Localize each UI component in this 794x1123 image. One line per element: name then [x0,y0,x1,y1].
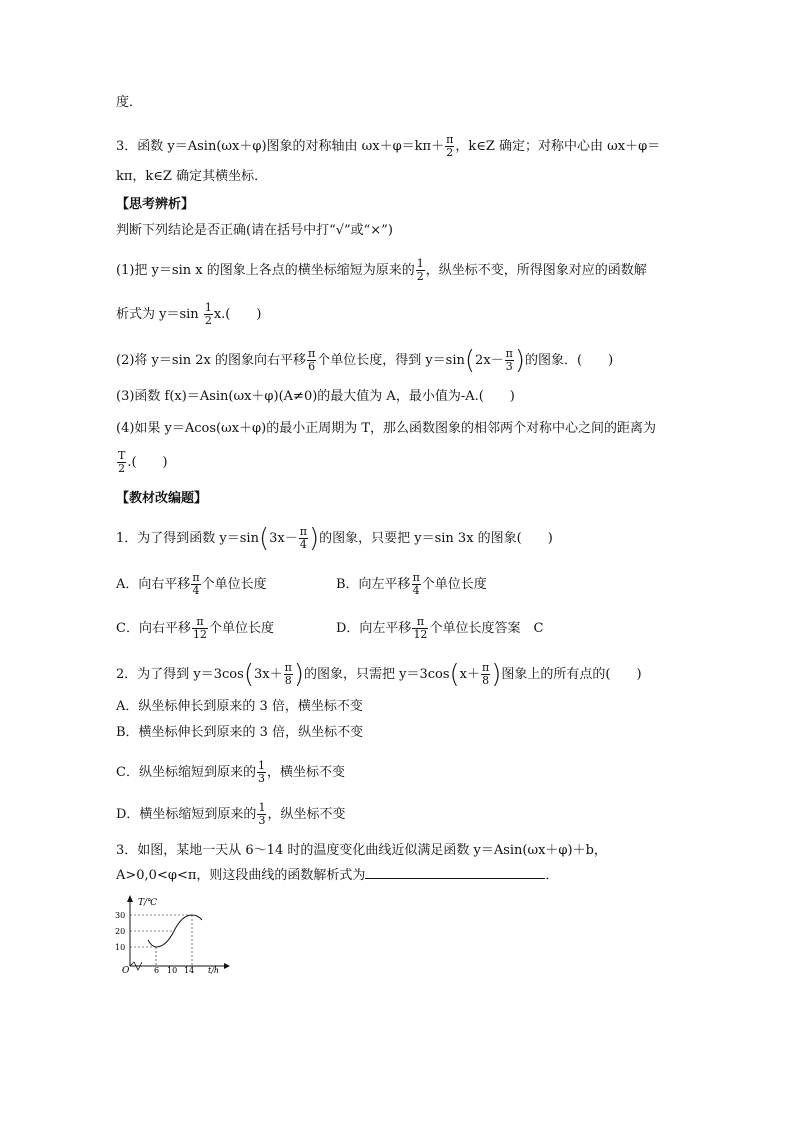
question-1: (1)把 y＝sin x 的图象上各点的横坐标缩短为原来的 $\frac{1}{2}$ ，纵坐标不变，所得图象对应的函数解 [116,257,647,283]
exercise-3: 3．如图，某地一天从 6～14 时的温度变化曲线近似满足函数 y＝Asin(ωx＋φ)＋b， [116,843,607,858]
fraction: $\frac{\pi}{6}$ [307,347,316,373]
y-tick-label: 10 [115,943,126,952]
fraction: $\frac{1}{3}$ [257,759,265,785]
fraction: $\frac{\pi}{4}$ [412,571,420,597]
option-1D: D．向左平移 $\frac{\pi}{12}$ 个单位长度答案 C [336,615,544,641]
exercise-1: 1．为了得到函数 y＝sin(3x－ $\frac{\pi}{4}$ )的图象，只要把 y＝sin 3x 的图象( ) [116,523,553,554]
fraction: $\frac{\pi}{8}$ [284,661,292,687]
line-du: 度． [116,95,143,110]
x-axis-arrow [224,963,230,969]
fraction: $\frac{1}{2}$ [416,257,424,283]
point-3: 3．函数 y＝Asin(ωx＋φ)图象的对称轴由 ωx＋φ＝kπ＋ $\frac{\pi}{2}$ ，k∈Z 确定；对称中心由 ωx＋φ＝ [116,133,661,159]
point-3-cont: kπ，k∈Z 确定其横坐标． [116,169,268,184]
x-axis-label: t/h [208,966,220,974]
option-1B: B．向左平移 $\frac{\pi}{4}$ 个单位长度 [336,571,487,597]
exercise-3-cont: A>0,0<φ<π，则这段曲线的函数解析式为 ． [116,868,559,883]
fraction: $\frac{\pi}{12}$ [413,615,428,641]
fraction: $\frac{1}{2}$ [204,301,212,327]
y-tick-label: 20 [115,927,126,936]
x-tick-label: 6 [154,966,160,974]
question-3: (3)函数 f(x)＝Asin(ωx＋φ)(A≠0)的最大值为 A，最小值为-A.( ) [116,389,515,404]
fraction: $\frac{\pi}{12}$ [192,615,207,641]
fraction: $\frac{\pi}{4}$ [192,571,200,597]
fraction: $\frac{\pi}{4}$ [299,525,307,551]
section-heading-textbook: 【教材改编题】 [116,491,208,506]
section-heading-think: 【思考辨析】 [116,197,195,212]
judge-instruction: 判断下列结论是否正确(请在括号中打“√”或“×”) [116,223,393,238]
temperature-graph [112,890,232,974]
origin-label: O [122,966,130,974]
question-2: (2)将 y＝sin 2x 的图象向右平移 $\frac{\pi}{6}$ 个单位长度，得到 y＝sin(2x－ $\frac{\pi}{3}$ )的图象．( ) [116,345,614,376]
question-4: (4)如果 y＝Acos(ωx＋φ)的最小正周期为 T，那么函数图象的相邻两个对称中心之间的距离为 [116,421,657,436]
option-2B: B．横坐标伸长到原来的 3 倍，纵坐标不变 [116,725,364,740]
x-tick-label: 14 [184,966,195,974]
answer-blank[interactable] [365,866,545,879]
x-tick-label: 10 [167,966,178,974]
y-tick-label: 30 [115,911,126,920]
y-axis-label: T/℃ [138,898,158,908]
question-1-cont: 析式为 y＝sin $\frac{1}{2}$ x.( ) [116,301,262,327]
fraction: $\frac{\pi}{2}$ [446,133,454,159]
fraction: $\frac{\pi}{3}$ [505,347,513,373]
fraction: $\frac{T}{2}$ [118,449,126,475]
y-axis-arrow [127,895,133,902]
fraction: $\frac{1}{3}$ [258,801,266,827]
option-1A: A．向右平移 $\frac{\pi}{4}$ 个单位长度 [116,571,267,597]
option-2A: A．纵坐标伸长到原来的 3 倍，横坐标不变 [116,699,363,714]
temperature-curve [148,915,202,947]
question-4-cont: $\frac{T}{2}$ .( ) [118,449,168,475]
option-2C: C．纵坐标缩短到原来的 $\frac{1}{3}$ ，横坐标不变 [116,759,345,785]
option-1C: C．向右平移 $\frac{\pi}{12}$ 个单位长度 [116,615,274,641]
fraction: $\frac{\pi}{8}$ [482,661,490,687]
option-2D: D．横坐标缩短到原来的 $\frac{1}{3}$ ，纵坐标不变 [116,801,346,827]
exercise-2: 2．为了得到 y＝3cos(3x＋ $\frac{\pi}{8}$ )的图象，只需把 y＝3cos(x＋ $\frac{\pi}{8}$ )图象上的所有点的( ) [116,659,642,690]
